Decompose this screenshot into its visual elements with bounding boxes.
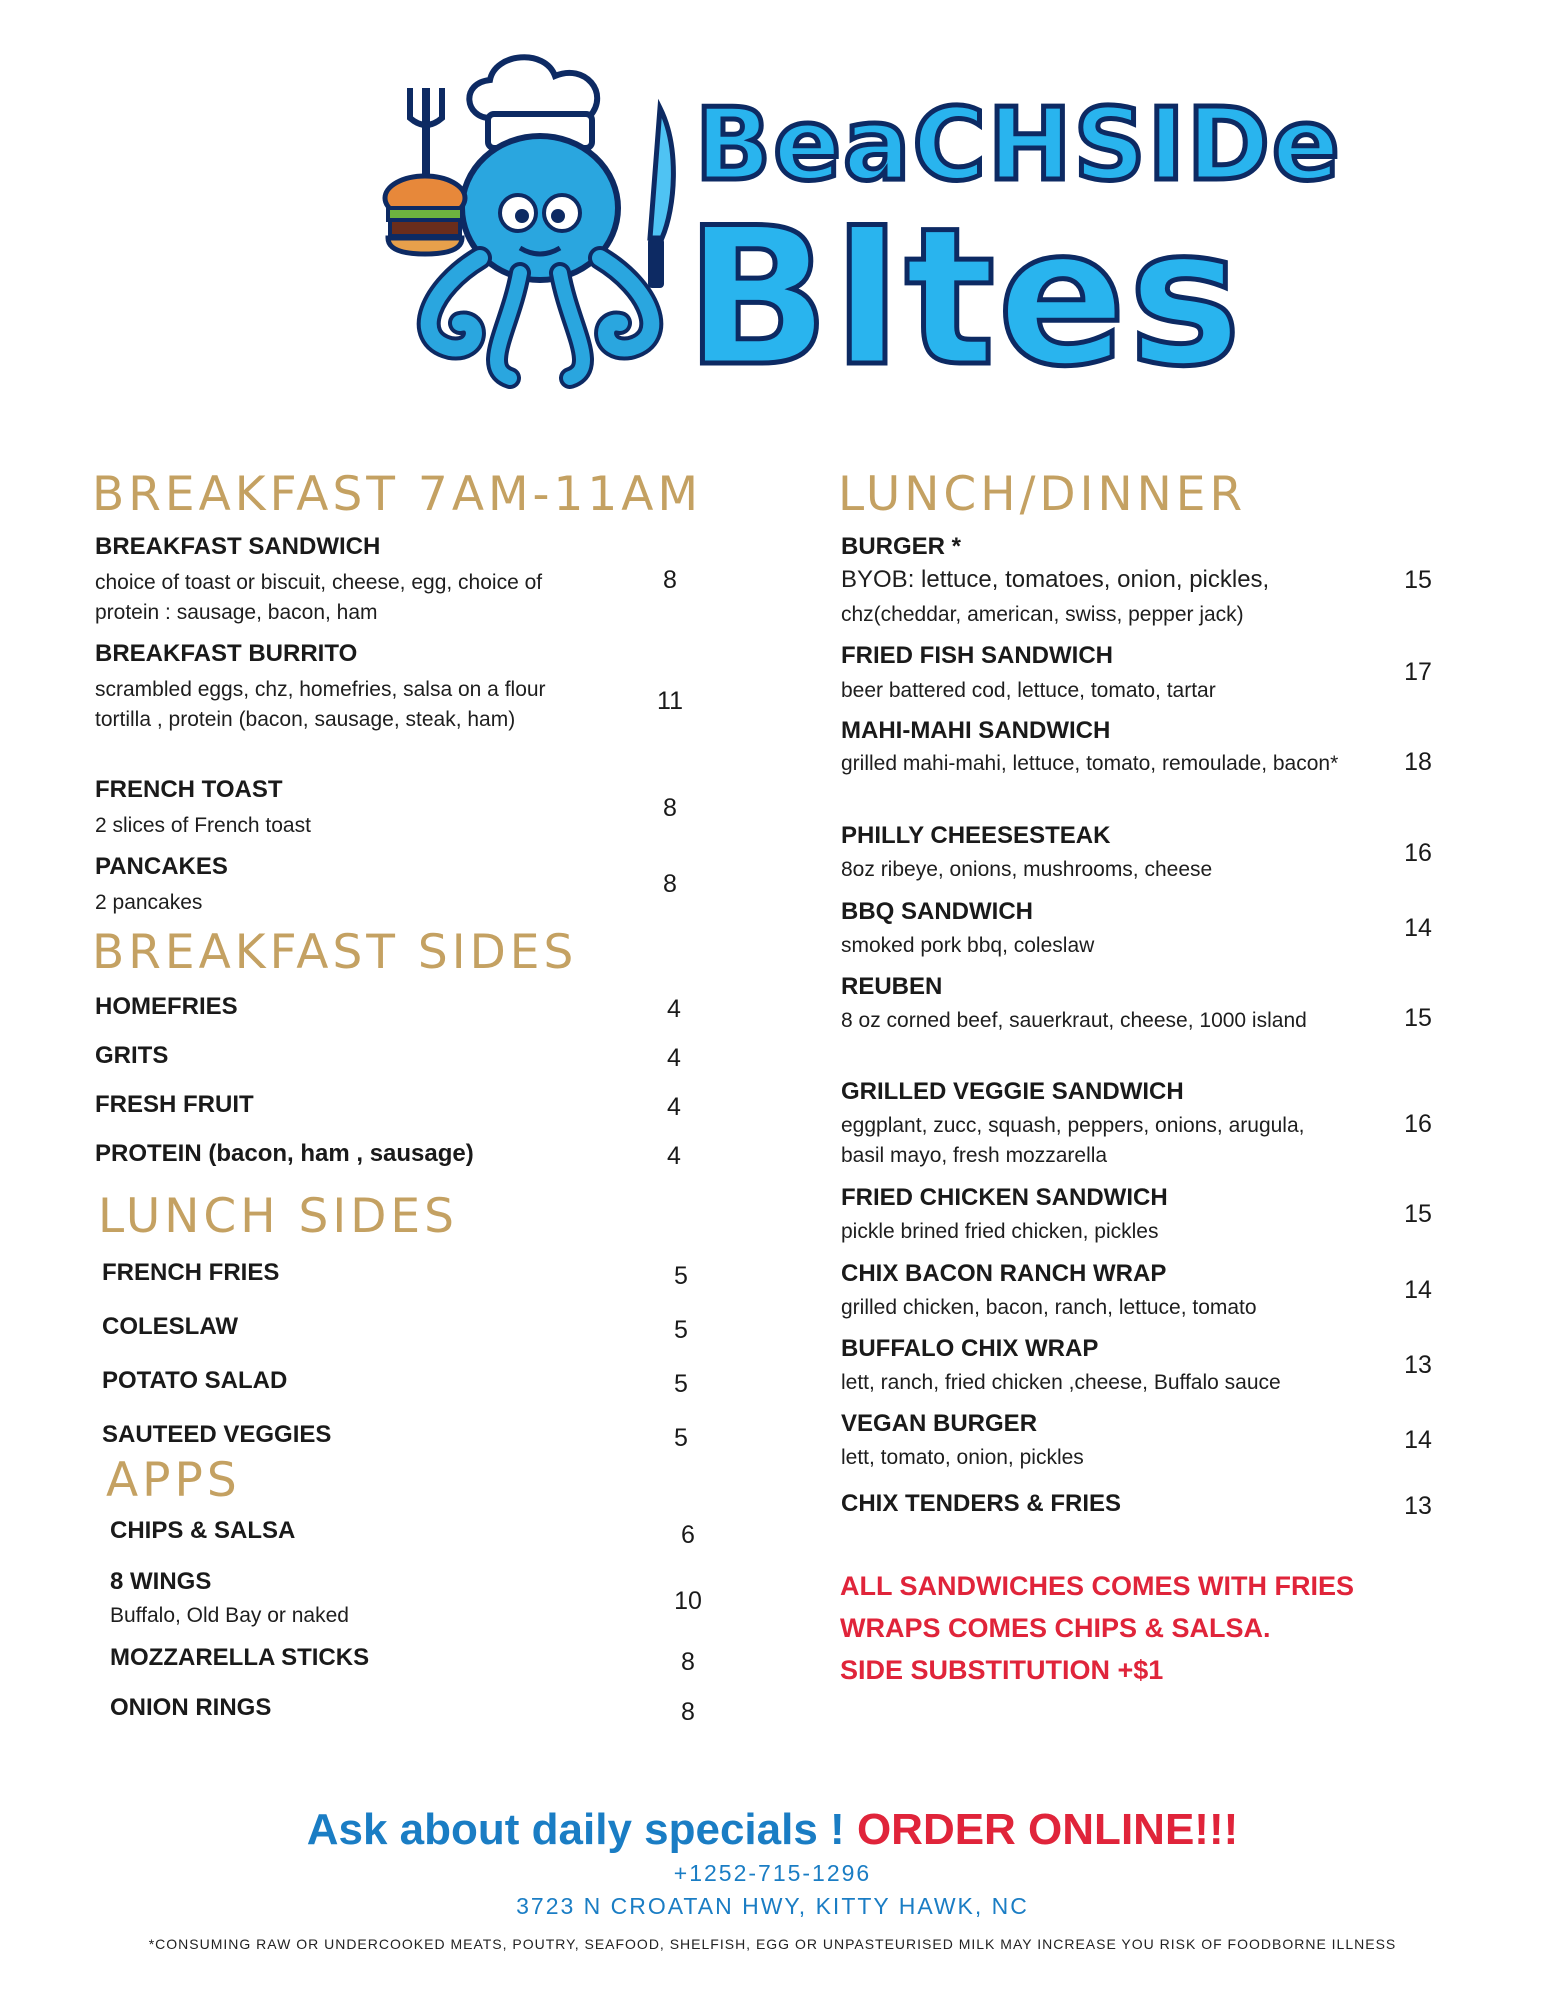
item-name: CHIPS & SALSA (110, 1517, 296, 1544)
item-desc: 2 slices of French toast (95, 814, 311, 837)
item-name: FRESH FRUIT (95, 1091, 254, 1118)
item-desc: Buffalo, Old Bay or naked (110, 1604, 349, 1627)
item-name: REUBEN (841, 973, 943, 1000)
item-name: SAUTEED VEGGIES (102, 1421, 332, 1448)
item-price: 14 (1404, 1276, 1432, 1304)
item-name: PANCAKES (95, 853, 228, 880)
item-desc: 8 oz corned beef, sauerkraut, cheese, 1000 island (841, 1009, 1307, 1032)
item-desc: grilled mahi-mahi, lettuce, tomato, remoulade, bacon* (841, 752, 1339, 775)
food-safety-disclaimer: *CONSUMING RAW OR UNDERCOOKED MEATS, POUTRY, SEAFOOD, SHELFISH, EGG OR UNPASTEURISED MILK MAY INCREASE YOU RISK OF FOODBORNE ILLNESS (148, 1936, 1397, 1952)
brand-logo (370, 48, 1342, 408)
item-desc: beer battered cod, lettuce, tomato, tartar (841, 679, 1216, 702)
address: 3723 N CROATAN HWY, KITTY HAWK, NC (516, 1893, 1029, 1919)
item-price: 16 (1404, 839, 1432, 867)
item-desc: choice of toast or biscuit, cheese, egg, choice of protein : sausage, bacon, ham (95, 571, 543, 624)
item-price: 4 (667, 1044, 681, 1072)
item-price: 10 (674, 1587, 702, 1615)
order-online-text: ORDER ONLINE!!! (856, 1805, 1239, 1854)
sandwich-notice (840, 1565, 1354, 1691)
octopus-chef-icon (370, 48, 710, 408)
item-desc: 2 pancakes (95, 891, 203, 914)
section-title-apps: APPS (106, 1453, 241, 1508)
item-price: 8 (681, 1698, 695, 1726)
notice-line: WRAPS COMES CHIPS & SALSA. (840, 1613, 1271, 1643)
item-price: 15 (1404, 1004, 1432, 1032)
item-name: BUFFALO CHIX WRAP (841, 1335, 1099, 1362)
item-desc: 8oz ribeye, onions, mushrooms, cheese (841, 858, 1213, 881)
item-name: FRIED FISH SANDWICH (841, 642, 1113, 669)
brand-wordmark-top: BeaCHSIDe (695, 86, 1342, 203)
item-price: 8 (681, 1648, 695, 1676)
item-price: 6 (681, 1521, 695, 1549)
item-price: 15 (1404, 566, 1432, 594)
item-price: 4 (667, 995, 681, 1023)
item-name: PROTEIN (bacon, ham , sausage) (95, 1140, 474, 1167)
item-price: 15 (1404, 1200, 1432, 1228)
item-name: BURGER * (841, 533, 962, 560)
notice-line: ALL SANDWICHES COMES WITH FRIES (840, 1571, 1355, 1601)
item-name: CHIX BACON RANCH WRAP (841, 1260, 1167, 1287)
daily-specials-text: Ask about daily specials ! (306, 1805, 857, 1854)
item-price: 18 (1404, 748, 1432, 776)
item-desc: eggplant, zucc, squash, peppers, onions, arugula, basil mayo, fresh mozzarella (841, 1114, 1305, 1167)
item-price: 14 (1404, 914, 1432, 942)
item-price: 13 (1404, 1492, 1432, 1520)
item-desc: chz(cheddar, american, swiss, pepper jack) (841, 603, 1244, 626)
item-name: CHIX TENDERS & FRIES (841, 1490, 1122, 1517)
item-name: BREAKFAST SANDWICH (95, 533, 381, 560)
item-desc: smoked pork bbq, coleslaw (841, 934, 1095, 957)
item-name: MAHI-MAHI SANDWICH (841, 717, 1111, 744)
section-title-lunch-dinner: LUNCH/DINNER (838, 467, 1247, 522)
item-price: 4 (667, 1093, 681, 1121)
item-name: FRENCH FRIES (102, 1259, 280, 1286)
item-name: GRITS (95, 1042, 169, 1069)
item-name: FRIED CHICKEN SANDWICH (841, 1184, 1168, 1211)
item-name: MOZZARELLA STICKS (110, 1644, 370, 1671)
item-name: HOMEFRIES (95, 993, 238, 1020)
call-to-action (0, 1803, 1545, 1857)
item-desc: pickle brined fried chicken, pickles (841, 1220, 1159, 1243)
item-name: FRENCH TOAST (95, 776, 283, 803)
phone-number: +1252-715-1296 (673, 1860, 872, 1886)
item-price: 13 (1404, 1351, 1432, 1379)
item-name: VEGAN BURGER (841, 1410, 1038, 1437)
item-desc: scrambled eggs, chz, homefries, salsa on a flour tortilla , protein (bacon, sausage, steak, ham) (95, 678, 546, 731)
section-title-breakfast: BREAKFAST 7AM-11AM (92, 467, 702, 522)
item-price: 5 (674, 1262, 688, 1290)
item-price: 8 (663, 870, 677, 898)
item-name: POTATO SALAD (102, 1367, 288, 1394)
item-name: GRILLED VEGGIE SANDWICH (841, 1078, 1184, 1105)
notice-line: SIDE SUBSTITUTION +$1 (840, 1655, 1164, 1685)
item-price: 11 (657, 687, 683, 715)
item-name: BBQ SANDWICH (841, 898, 1033, 925)
section-title-breakfast-sides: BREAKFAST SIDES (92, 925, 578, 980)
item-desc: grilled chicken, bacon, ranch, lettuce, tomato (841, 1296, 1257, 1319)
item-name: 8 WINGS (110, 1568, 212, 1595)
item-price: 5 (674, 1424, 688, 1452)
item-price: 14 (1404, 1426, 1432, 1454)
item-desc: lett, tomato, onion, pickles (841, 1446, 1084, 1469)
item-price: 8 (663, 566, 677, 594)
brand-wordmark-bottom: BItes (685, 187, 1244, 408)
item-price: 5 (674, 1370, 688, 1398)
item-price: 17 (1404, 658, 1432, 686)
item-name: ONION RINGS (110, 1694, 272, 1721)
item-price: 8 (663, 794, 677, 822)
item-price: 5 (674, 1316, 688, 1344)
item-name: BREAKFAST BURRITO (95, 640, 358, 667)
item-desc: lett, ranch, fried chicken ,cheese, Buffalo sauce (841, 1371, 1281, 1394)
item-price: 16 (1404, 1110, 1432, 1138)
item-price: 4 (667, 1142, 681, 1170)
item-name: COLESLAW (102, 1313, 238, 1340)
section-title-lunch-sides: LUNCH SIDES (98, 1189, 458, 1244)
item-name: PHILLY CHEESESTEAK (841, 822, 1111, 849)
item-desc: BYOB: lettuce, tomatoes, onion, pickles, (841, 566, 1270, 593)
